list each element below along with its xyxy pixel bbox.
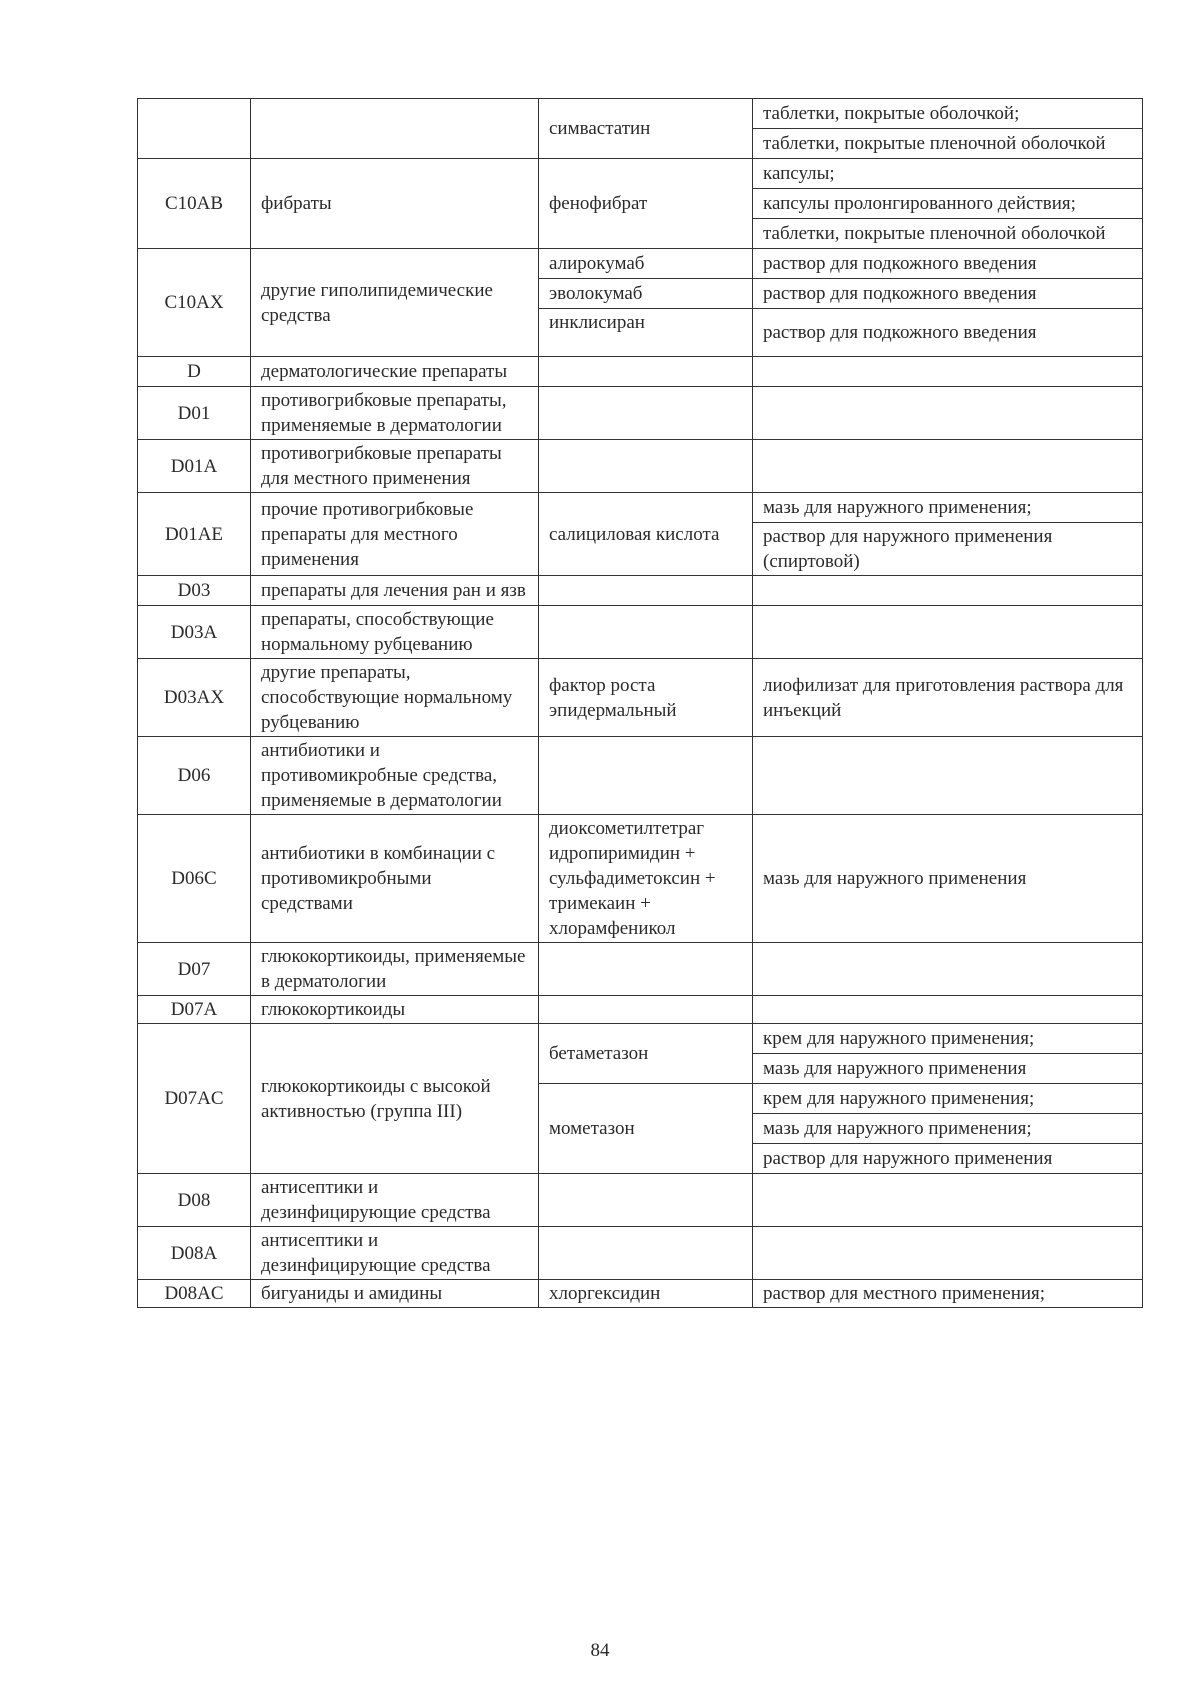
group-name: препараты для лечения ран и язв	[251, 576, 539, 606]
dosage-form: капсулы;	[753, 159, 1143, 189]
dosage-form: таблетки, покрытые пленочной оболочкой	[753, 219, 1143, 249]
table-row	[138, 996, 1143, 1024]
table-row	[138, 493, 1143, 523]
dosage-form	[753, 737, 1143, 815]
dosage-form: мазь для наружного применения	[753, 1054, 1143, 1084]
drug-name: хлоргексидин	[539, 1280, 753, 1308]
group-name: другие препараты, способствующие нормальному рубцеванию	[251, 659, 539, 737]
atc-code: D08AC	[138, 1280, 251, 1308]
dosage-form: раствор для наружного применения (спиртовой)	[753, 523, 1143, 576]
dosage-form: крем для наружного применения;	[753, 1084, 1143, 1114]
dosage-form	[753, 1227, 1143, 1280]
dosage-form: раствор для подкожного введения	[753, 309, 1143, 357]
atc-code: D07A	[138, 996, 251, 1024]
drug-name: эволокумаб	[539, 279, 753, 309]
page-number: 84	[590, 1640, 610, 1661]
dosage-form	[753, 387, 1143, 440]
table-row	[138, 99, 1143, 129]
group-name: бигуаниды и амидины	[251, 1280, 539, 1308]
atc-code: D08A	[138, 1227, 251, 1280]
drug-name	[539, 943, 753, 996]
group-name: препараты, способствующие нормальному рубцеванию	[251, 606, 539, 659]
table-row	[138, 576, 1143, 606]
drug-name	[539, 1174, 753, 1227]
atc-code: D	[138, 357, 251, 387]
group-name: дерматологические препараты	[251, 357, 539, 387]
dosage-form	[753, 606, 1143, 659]
drug-name: диоксометилтетраг идропиримидин + сульфадиметоксин + тримекаин + хлорамфеникол	[539, 815, 753, 943]
dosage-form	[753, 576, 1143, 606]
atc-code: D03A	[138, 606, 251, 659]
table-row	[138, 387, 1143, 440]
group-name: глюкокортикоиды с высокой активностью (группа III)	[251, 1024, 539, 1174]
group-name: противогрибковые препараты, применяемые в дерматологии	[251, 387, 539, 440]
drug-name	[539, 1227, 753, 1280]
group-name: противогрибковые препараты для местного применения	[251, 440, 539, 493]
group-name: фибраты	[251, 159, 539, 249]
group-name: глюкокортикоиды, применяемые в дерматологии	[251, 943, 539, 996]
dosage-form: раствор для подкожного введения	[753, 249, 1143, 279]
dosage-form: мазь для наружного применения;	[753, 1114, 1143, 1144]
dosage-form	[753, 996, 1143, 1024]
drug-name	[539, 440, 753, 493]
dosage-form: капсулы пролонгированного действия;	[753, 189, 1143, 219]
drug-name: инклисиран	[539, 309, 753, 357]
atc-code: D07AC	[138, 1024, 251, 1174]
atc-code: D03AX	[138, 659, 251, 737]
drug-name: симвастатин	[539, 99, 753, 159]
group-name: антибиотики в комбинации с противомикробными средствами	[251, 815, 539, 943]
dosage-form: мазь для наружного применения;	[753, 493, 1143, 523]
atc-code: C10AX	[138, 249, 251, 357]
dosage-form: раствор для наружного применения	[753, 1144, 1143, 1174]
dosage-form: таблетки, покрытые пленочной оболочкой	[753, 129, 1143, 159]
atc-code: D01AE	[138, 493, 251, 576]
drug-name	[539, 576, 753, 606]
atc-code: D03	[138, 576, 251, 606]
table-row	[138, 1174, 1143, 1227]
table-row	[138, 1280, 1143, 1308]
table-row	[138, 159, 1143, 189]
drug-table	[137, 98, 1143, 1308]
drug-name	[539, 737, 753, 815]
dosage-form: раствор для подкожного введения	[753, 279, 1143, 309]
atc-code: D01	[138, 387, 251, 440]
table-row	[138, 357, 1143, 387]
atc-code: D06C	[138, 815, 251, 943]
group-name: другие гиполипидемические средства	[251, 249, 539, 357]
group-name: прочие противогрибковые препараты для местного применения	[251, 493, 539, 576]
group-name: антисептики и дезинфицирующие средства	[251, 1174, 539, 1227]
drug-name	[539, 387, 753, 440]
table-row	[138, 659, 1143, 737]
table-row	[138, 815, 1143, 943]
table-row	[138, 1227, 1143, 1280]
atc-code: D07	[138, 943, 251, 996]
atc-code: C10AB	[138, 159, 251, 249]
table-row	[138, 440, 1143, 493]
dosage-form: раствор для местного применения;	[753, 1280, 1143, 1308]
dosage-form	[753, 943, 1143, 996]
dosage-form: таблетки, покрытые оболочкой;	[753, 99, 1143, 129]
group-name: антибиотики и противомикробные средства, применяемые в дерматологии	[251, 737, 539, 815]
dosage-form	[753, 440, 1143, 493]
drug-name: бетаметазон	[539, 1024, 753, 1084]
atc-code: D06	[138, 737, 251, 815]
group-name: антисептики и дезинфицирующие средства	[251, 1227, 539, 1280]
drug-name	[539, 996, 753, 1024]
table-row	[138, 737, 1143, 815]
dosage-form	[753, 357, 1143, 387]
dosage-form: мазь для наружного применения	[753, 815, 1143, 943]
atc-code: D01A	[138, 440, 251, 493]
group-name: глюкокортикоиды	[251, 996, 539, 1024]
drug-name	[539, 606, 753, 659]
table-row	[138, 943, 1143, 996]
drug-name: алирокумаб	[539, 249, 753, 279]
atc-code	[138, 99, 251, 159]
drug-name: мометазон	[539, 1084, 753, 1174]
dosage-form: лиофилизат для приготовления раствора для инъекций	[753, 659, 1143, 737]
table-row	[138, 606, 1143, 659]
drug-name	[539, 357, 753, 387]
dosage-form: крем для наружного применения;	[753, 1024, 1143, 1054]
table-row	[138, 1024, 1143, 1054]
group-name	[251, 99, 539, 159]
drug-name: фенофибрат	[539, 159, 753, 249]
table-row	[138, 249, 1143, 279]
atc-code: D08	[138, 1174, 251, 1227]
drug-name: фактор роста эпидермальный	[539, 659, 753, 737]
drug-name: салициловая кислота	[539, 493, 753, 576]
dosage-form	[753, 1174, 1143, 1227]
